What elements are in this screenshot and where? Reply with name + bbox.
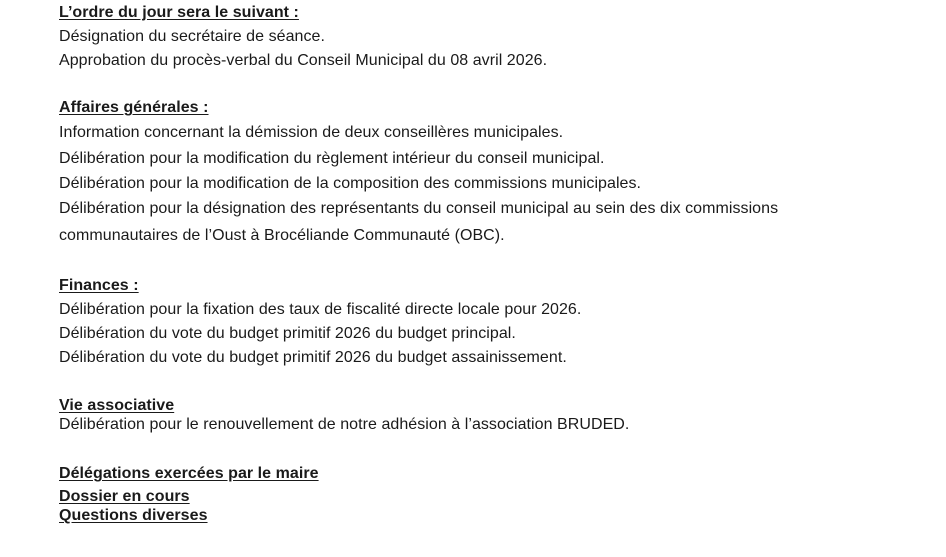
associative-life-heading: Vie associative (59, 397, 175, 414)
general-affairs-item: Délibération pour la désignation des représentants du conseil municipal au sein des dix commissions (59, 200, 779, 217)
agenda-intro-heading: L’ordre du jour sera le suivant : (59, 4, 299, 21)
general-affairs-item: Information concernant la démission de deux conseillères municipales. (59, 124, 564, 141)
current-files-heading: Dossier en cours (59, 488, 190, 505)
associative-life-item: Délibération pour le renouvellement de notre adhésion à l’association BRUDED. (59, 416, 630, 433)
delegations-heading: Délégations exercées par le maire (59, 465, 319, 482)
general-affairs-item: Délibération pour la modification du règlement intérieur du conseil municipal. (59, 150, 605, 167)
general-affairs-item: Délibération pour la modification de la composition des commissions municipales. (59, 175, 642, 192)
agenda-item-secretary: Désignation du secrétaire de séance. (59, 28, 325, 45)
finances-item: Délibération du vote du budget primitif 2026 du budget principal. (59, 325, 516, 342)
finances-item: Délibération pour la fixation des taux de fiscalité directe locale pour 2026. (59, 301, 582, 318)
general-affairs-item-continuation: communautaires de l’Oust à Brocéliande Communauté (OBC). (59, 227, 505, 244)
finances-item: Délibération du vote du budget primitif 2026 du budget assainissement. (59, 349, 567, 366)
misc-questions-heading: Questions diverses (59, 507, 208, 524)
agenda-item-minutes-approval: Approbation du procès-verbal du Conseil Municipal du 08 avril 2026. (59, 52, 548, 69)
general-affairs-heading: Affaires générales : (59, 99, 209, 116)
finances-heading: Finances : (59, 277, 139, 294)
